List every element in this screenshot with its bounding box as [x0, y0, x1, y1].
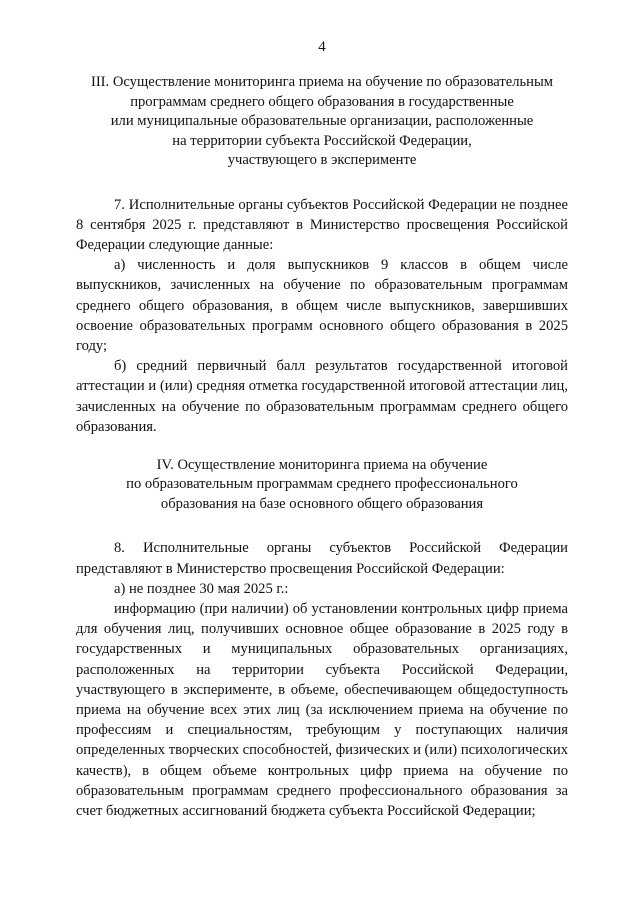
section-3-body	[76, 195, 568, 437]
paragraph-8: 8. Исполнительные органы субъектов Российской Федерации представляют в Министерство просвещения Российской Федерации:	[76, 540, 568, 577]
paragraph-7a: а) численность и доля выпускников 9 классов в общем числе выпускников, зачисленных на обучение по образовательным программам среднего общего образования, в общем числе выпускников, завершивших освоение образовательных программ основного общего образования в 2025 году;	[76, 257, 568, 354]
section-4-body	[76, 538, 568, 821]
section-4-heading-line: по образовательным программам среднего профессионального	[126, 476, 518, 493]
page-number: 4	[318, 39, 326, 55]
section-4-heading-line: образования на базе основного общего образования	[160, 495, 484, 512]
section-3-heading-line: участвующего в эксперименте	[227, 152, 417, 168]
section-3-heading-line: III. Осуществление мониторинга приема на обучение по образовательным	[90, 74, 554, 90]
section-3-heading-line: или муниципальные образовательные организации, расположенные	[110, 113, 534, 129]
section-3-heading	[76, 73, 568, 171]
paragraph-8a: а) не позднее 30 мая 2025 г.:	[114, 580, 289, 597]
paragraph-8a-info: информацию (при наличии) об установлении контрольных цифр приема для обучения лиц, получивших основное общее образование в 2025 году в государственных и муниципальных образовательных организациях, расположенных на территории субъекта Российской Федерации, участвующего в эксперименте, в объеме, обеспечивающем общедоступность приема на обучение всех этих лиц (за исключением приема на обучение по профессиям и специальностям, требующим у поступающих наличия определенных творческих способностей, физических и (или) психологических качеств), в общем объеме контрольных цифр приема на обучение по образовательным программам среднего профессионального образования за счет бюджетных ассигнований бюджета субъекта Российской Федерации;	[76, 601, 568, 820]
paragraph-7b: б) средний первичный балл результатов государственной итоговой аттестации и (или) средняя отметка государственной итоговой аттестации лиц, зачисленных на обучение по образовательным программам среднего общего образования.	[76, 358, 568, 435]
section-4-heading	[76, 456, 568, 515]
section-4-heading-line: IV. Осуществление мониторинга приема на обучение	[156, 456, 488, 473]
section-3-heading-line: программам среднего общего образования в государственные	[130, 93, 514, 110]
paragraph-7: 7. Исполнительные органы субъектов Российской Федерации не позднее 8 сентября 2025 г. представляют в Министерство просвещения Российской Федерации следующие данные:	[76, 196, 568, 253]
document-page	[76, 38, 568, 821]
section-3-heading-line: на территории субъекта Российской Федерации,	[172, 132, 472, 149]
